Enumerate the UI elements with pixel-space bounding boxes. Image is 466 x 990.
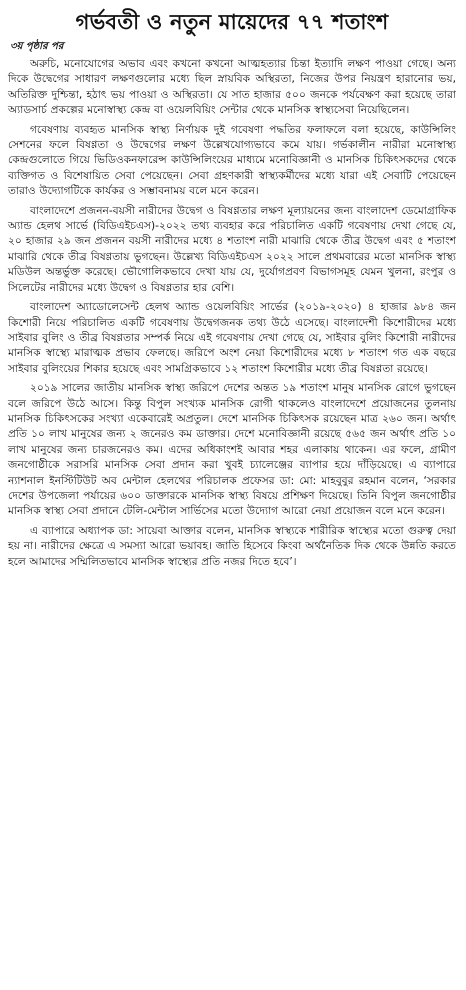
article-paragraph: এ ব্যাপারে অধ্যাপক ডা: সায়েবা আক্তার বলেন, মানসিক স্বাস্থ্যকে শারীরিক স্বাস্থ্যের মতো গুরুত্ব দেয়া হয় না। নারীদের ক্ষেত্রে এ সমস্যা আরো ভয়াবহ। জাতি হিসেবে কিংবা অর্থনৈতিক দিক থেকে উন্নতি করতে হলে আমাদের সম্মিলিতভাবে মানসিক স্বাস্থ্যের প্রতি নজর দিতে হবে’। — [8, 524, 456, 568]
article-paragraph: ২০১৯ সালের জাতীয় মানসিক স্বাস্থ্য জরিপে দেশের অন্তত ১৯ শতাংশ মানুষ মানসিক রোগে ভুগছেন বলে জরিপে উঠে আসে। কিন্তু বিপুল সংখ্যক মানসিক রোগী থাকলেও বাংলাদেশে প্রয়োজনের তুলনায় মানসিক চিকিৎসকের সংখ্যা একেবারেই অপ্রতুল। দেশে মানসিক চিকিৎসক রয়েছেন মাত্র ২৬০ জন। অর্থাৎ প্রতি ১০ লাখ মানুষের জন্য ২ জনেরও কম ডাক্তার। দেশে মনোবিজ্ঞানী রয়েছে ৫৬৫ জন অর্থাৎ প্রতি ১০ লাখ মানুষের জন্য চারজনেরও কম। এদের অধিকাংশই আবার শহর এলাকায় থাকেন। এর ফলে, গ্রামীণ জনগোষ্ঠীকে সরাসরি মানসিক সেবা প্রদান করা খুবই চ্যালেঞ্জের ব্যাপার হয়ে দাঁড়িয়েছে। এ ব্যাপারে ন্যাশনাল ইনস্টিটিউট অব মেন্টাল হেলথের পরিচালক প্রফেসর ডা: মো: মাহবুবুর রহমান বলেন, ‘সরকার দেশের উপজেলা পর্যায়ের ৬০০ ডাক্তারকে মানসিক স্বাস্থ্য বিষয়ে প্রশিক্ষণ দিয়েছে। তিনি বিপুল জনগোষ্ঠীর মানসিক স্বাস্থ্য সেবা প্রদানে টেলি-মেন্টাল সার্ভিসের মতো উদ্যোগ আরো নেয়া প্রয়োজন বলে মনে করেন। — [8, 382, 456, 518]
article-headline: গর্ভবতী ও নতুন মায়েদের ৭৭ শতাংশ — [75, 10, 389, 34]
article-paragraph: অরুচি, মনোযোগের অভাব এবং কখনো কখনো আত্মহত্যার চিন্তা ইত্যাদি লক্ষণ পাওয়া গেছে। অন্য দিকে উদ্বেগের সাধারণ লক্ষণগুলোর মধ্যে ছিল স্নায়বিক অস্থিরতা, নিজের উপর নিয়ন্ত্রণ হারানোর ভয়, অতিরিক্ত দুশ্চিন্তা, হঠাৎ ভয় পাওয়া ও অস্থিরতা। যে সাত হাজার ৫০০ জনকে পর্যবেক্ষণ করা হয়েছে তারা অ্যাডসার্চ প্রকল্পের মনোস্বাস্থ্য কেন্দ্র বা ওয়েলবিয়িং সেন্টার থেকে মানসিক স্বাস্থ্যসেবা নিয়েছিলেন। — [8, 58, 456, 117]
article-paragraph: বাংলাদেশ অ্যাডোলেসেন্ট হেলথ অ্যান্ড ওয়েলবিয়িং সার্ভের (২০১৯-২০২০) ৪ হাজার ৯৮৪ জন কিশোরী নিয়ে পরিচালিত একটি গবেষণায় উদ্বেগজনক তথ্য উঠে এসেছে। বাংলাদেশী কিশোরীদের মধ্যে সাইবার বুলিং ও তীব্র বিষণ্ণতার সম্পর্ক নিয়ে এই গবেষণায় দেখা গেছে যে, সাইবার বুলিং কিশোরী নারীদের মানসিক স্বাস্থ্যে মারাত্মক প্রভাব ফেলছে। জরিপে অংশ নেয়া কিশোরীদের মধ্যে ৮ শতাংশ গত এক বছরে সাইবার বুলিংয়ের শিকার হয়েছে এবং সামগ্রিকভাবে ১২ শতাংশ কিশোরীর মধ্যে তীব্র বিষণ্ণতা রয়েছে। — [8, 301, 456, 375]
article-paragraph: গবেষণায় ব্যবহৃত মানসিক স্বাস্থ্য নির্ণায়ক দুই গবেষণা পদ্ধতির ফলাফলে বলা হয়েছে, কাউন্সিলিং সেশনের ফলে বিষণ্ণতা ও উদ্বেগের লক্ষণ উল্লেখযোগ্যভাবে কমে যায়। গর্ভকালীন নারীরা মনোস্বাস্থ্য কেন্দ্রগুলোতে গিয়ে ভিডিওকনফারেন্স কাউন্সিলিংয়ের মাধ্যমে মনোবিজ্ঞানী ও মানসিক চিকিৎসকদের থেকে ব্যক্তিগত ও বিশেষায়িত সেবা পেয়েছেন। সেবা গ্রহণকারী স্বাস্থ্যকর্মীদের মধ্যে যারা এই সেবাটি পেয়েছেন তারাও উদ্যোগটিকে কার্যকর ও সম্ভাবনাময় বলে মনে করেন। — [8, 123, 456, 198]
continuation-note: ৩য় পৃষ্ঠার পর — [10, 41, 64, 52]
article-body — [8, 57, 456, 570]
article-paragraph: বাংলাদেশে প্রজনন-বয়সী নারীদের উদ্বেগ ও বিষণ্ণতার লক্ষণ মূল্যায়নের জন্য বাংলাদেশ ডেমোগ্রাফিক অ্যান্ড হেলথ সার্ভে (বিডিএইচএস)-২০২২ তথ্য ব্যবহার করে পরিচালিত একটি গবেষণায় দেখা গেছে যে, ২০ হাজার ২৯ জন প্রজনন বয়সী নারীদের মধ্যে ৪ শতাংশ নারী মাঝারি থেকে তীব্র উদ্বেগ এবং ৫ শতাংশ মাঝারি থেকে তীব্র বিষণ্ণতায় ভুগছেন। উল্লেখ্য বিডিএইচএস ২০২২ সালে প্রথমবারের মতো মানসিক স্বাস্থ্য মডিউল অন্তর্ভুক্ত করেছে। ভৌগোলিকভাবে দেখা যায় যে, দুর্যোগপ্রবণ বিভাগসমূহ যেমন খুলনা, রংপুর ও সিলেটের নারীদের মধ্যে উদ্বেগ ও বিষণ্ণতার হার বেশি। — [8, 204, 456, 294]
